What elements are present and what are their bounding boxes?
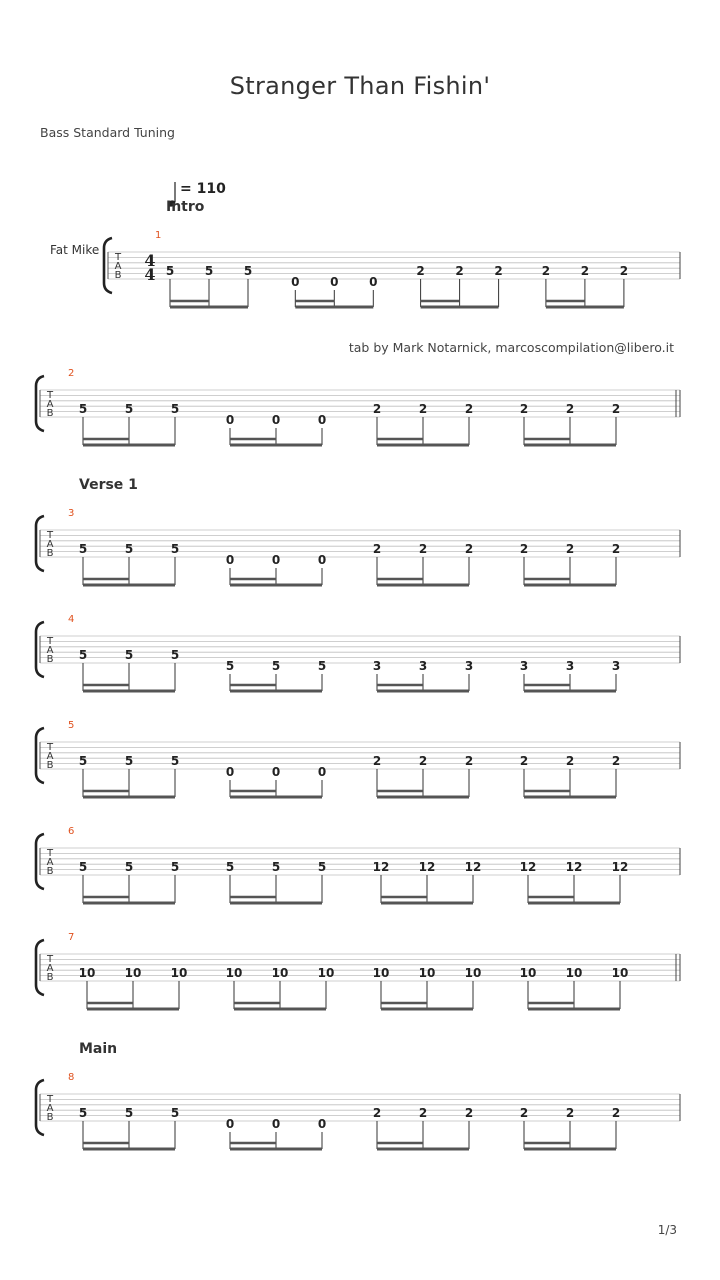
fret-number: 3	[611, 659, 621, 673]
fret-number: 10	[611, 966, 629, 980]
tab-system-8	[36, 1072, 680, 1149]
fret-number: 5	[170, 754, 180, 768]
fret-number: 2	[464, 542, 474, 556]
fret-number: 0	[271, 553, 281, 567]
measure-number: 5	[68, 720, 75, 731]
fret-number: 0	[317, 765, 327, 779]
instrument-name: Fat Mike	[50, 243, 100, 257]
tab-clef-letter: B	[46, 408, 54, 419]
tab-clef-letter: T	[46, 530, 54, 541]
fret-number: 3	[464, 659, 474, 673]
page-number: 1/3	[657, 1223, 677, 1237]
fret-number: 0	[225, 765, 235, 779]
fret-number: 2	[418, 754, 428, 768]
fret-number: 2	[455, 264, 464, 278]
fret-number: 3	[565, 659, 575, 673]
measure-number: 2	[68, 368, 75, 379]
fret-number: 10	[124, 966, 142, 980]
tab-clef-letter: B	[46, 654, 54, 665]
tab-system-2	[36, 368, 680, 445]
fret-number: 12	[418, 860, 436, 874]
fret-number: 5	[170, 860, 180, 874]
fret-number: 0	[317, 413, 327, 427]
tab-clef-letter: T	[114, 252, 122, 263]
fret-number: 5	[165, 264, 175, 278]
fret-number: 0	[225, 1117, 235, 1131]
tab-system-5	[36, 720, 680, 797]
fret-number: 2	[464, 754, 474, 768]
fret-number: 3	[418, 659, 428, 673]
measure-number: 6	[68, 826, 75, 837]
fret-number: 5	[124, 754, 134, 768]
fret-number: 2	[464, 1106, 474, 1120]
fret-number: 0	[291, 275, 300, 289]
fret-number: 2	[519, 754, 529, 768]
fret-number: 0	[317, 553, 327, 567]
tab-clef-letter: B	[46, 972, 54, 983]
tab-clef-letter: A	[46, 645, 54, 656]
tab-clef-letter: T	[46, 390, 54, 401]
measure-number: 3	[68, 508, 75, 519]
fret-number: 2	[494, 264, 503, 278]
tab-clef-letter: A	[46, 963, 54, 974]
fret-number: 5	[124, 402, 134, 416]
fret-number: 5	[78, 860, 88, 874]
fret-number: 5	[124, 542, 134, 556]
fret-number: 0	[369, 275, 378, 289]
fret-number: 5	[170, 402, 180, 416]
tab-system-6	[36, 826, 680, 903]
fret-number: 2	[611, 542, 621, 556]
section-intro: Intro	[166, 199, 205, 215]
fret-number: 5	[78, 402, 88, 416]
fret-number: 2	[464, 402, 474, 416]
fret-number: 10	[317, 966, 335, 980]
fret-number: 0	[271, 413, 281, 427]
tab-clef-letter: T	[46, 1094, 54, 1105]
fret-number: 10	[372, 966, 390, 980]
tab-clef-letter: B	[46, 760, 54, 771]
tab-clef-letter: T	[46, 636, 54, 647]
fret-number: 5	[124, 860, 134, 874]
fret-number: 2	[565, 402, 575, 416]
fret-number: 5	[271, 860, 281, 874]
fret-number: 10	[464, 966, 482, 980]
tab-clef-letter: A	[46, 751, 54, 762]
fret-number: 5	[243, 264, 253, 278]
fret-number: 10	[271, 966, 289, 980]
fret-number: 3	[519, 659, 529, 673]
time-signature-digit: 4	[144, 265, 156, 284]
fret-number: 2	[372, 754, 382, 768]
measure-number: 8	[68, 1072, 75, 1083]
measure-number: 4	[68, 614, 75, 625]
fret-number: 0	[317, 1117, 327, 1131]
fret-number: 2	[611, 754, 621, 768]
fret-number: 2	[565, 1106, 575, 1120]
tab-clef-letter: B	[114, 270, 122, 281]
fret-number: 2	[418, 1106, 428, 1120]
fret-number: 10	[78, 966, 96, 980]
fret-number: 5	[225, 659, 235, 673]
song-title: Stranger Than Fishin'	[229, 72, 491, 100]
fret-number: 2	[611, 402, 621, 416]
tab-system-4	[36, 614, 680, 691]
tab-system-1	[104, 230, 680, 307]
tab-clef-letter: T	[46, 742, 54, 753]
tuning-label: Bass Standard Tuning	[40, 125, 175, 140]
fret-number: 0	[225, 413, 235, 427]
section-verse-1: Verse 1	[79, 477, 138, 493]
tab-clef-letter: A	[114, 261, 122, 272]
fret-number: 5	[204, 264, 214, 278]
fret-number: 12	[464, 860, 482, 874]
tab-clef-letter: B	[46, 866, 54, 877]
tab-clef-letter: A	[46, 1103, 54, 1114]
fret-number: 5	[78, 754, 88, 768]
fret-number: 2	[418, 542, 428, 556]
measure-number: 1	[155, 230, 162, 241]
tab-system-3	[36, 508, 680, 585]
fret-number: 5	[170, 542, 180, 556]
fret-number: 0	[271, 1117, 281, 1131]
fret-number: 2	[519, 1106, 529, 1120]
fret-number: 2	[372, 402, 382, 416]
fret-number: 2	[372, 542, 382, 556]
fret-number: 5	[271, 659, 281, 673]
fret-number: 5	[225, 860, 235, 874]
fret-number: 5	[78, 1106, 88, 1120]
fret-number: 2	[416, 264, 425, 278]
tab-clef-letter: B	[46, 1112, 54, 1123]
tab-system-7	[36, 932, 680, 1009]
fret-number: 2	[418, 402, 428, 416]
tab-clef-letter: A	[46, 399, 54, 410]
fret-number: 12	[519, 860, 537, 874]
fret-number: 2	[565, 754, 575, 768]
fret-number: 10	[418, 966, 436, 980]
tab-clef-letter: T	[46, 954, 54, 965]
fret-number: 0	[225, 553, 235, 567]
fret-number: 2	[519, 542, 529, 556]
tab-clef-letter: A	[46, 857, 54, 868]
fret-number: 5	[78, 542, 88, 556]
fret-number: 2	[372, 1106, 382, 1120]
fret-number: 2	[519, 402, 529, 416]
tab-credit: tab by Mark Notarnick, marcoscompilation@libero.it	[348, 340, 674, 355]
fret-number: 2	[580, 264, 590, 278]
fret-number: 0	[271, 765, 281, 779]
tab-clef-letter: A	[46, 539, 54, 550]
fret-number: 12	[611, 860, 629, 874]
fret-number: 5	[170, 1106, 180, 1120]
fret-number: 5	[124, 648, 134, 662]
fret-number: 10	[565, 966, 583, 980]
fret-number: 10	[519, 966, 537, 980]
fret-number: 2	[611, 1106, 621, 1120]
tempo-marking: = 110	[180, 181, 226, 197]
fret-number: 2	[541, 264, 551, 278]
section-main: Main	[79, 1041, 118, 1057]
fret-number: 5	[124, 1106, 134, 1120]
fret-number: 5	[170, 648, 180, 662]
fret-number: 2	[619, 264, 629, 278]
fret-number: 3	[372, 659, 382, 673]
fret-number: 12	[372, 860, 390, 874]
fret-number: 5	[317, 659, 327, 673]
fret-number: 10	[170, 966, 188, 980]
fret-number: 12	[565, 860, 583, 874]
fret-number: 10	[225, 966, 243, 980]
time-signature-digit: 4	[144, 251, 156, 270]
tab-clef-letter: T	[46, 848, 54, 859]
fret-number: 5	[78, 648, 88, 662]
fret-number: 2	[565, 542, 575, 556]
tab-clef-letter: B	[46, 548, 54, 559]
fret-number: 0	[330, 275, 339, 289]
measure-number: 7	[68, 932, 75, 943]
fret-number: 5	[317, 860, 327, 874]
